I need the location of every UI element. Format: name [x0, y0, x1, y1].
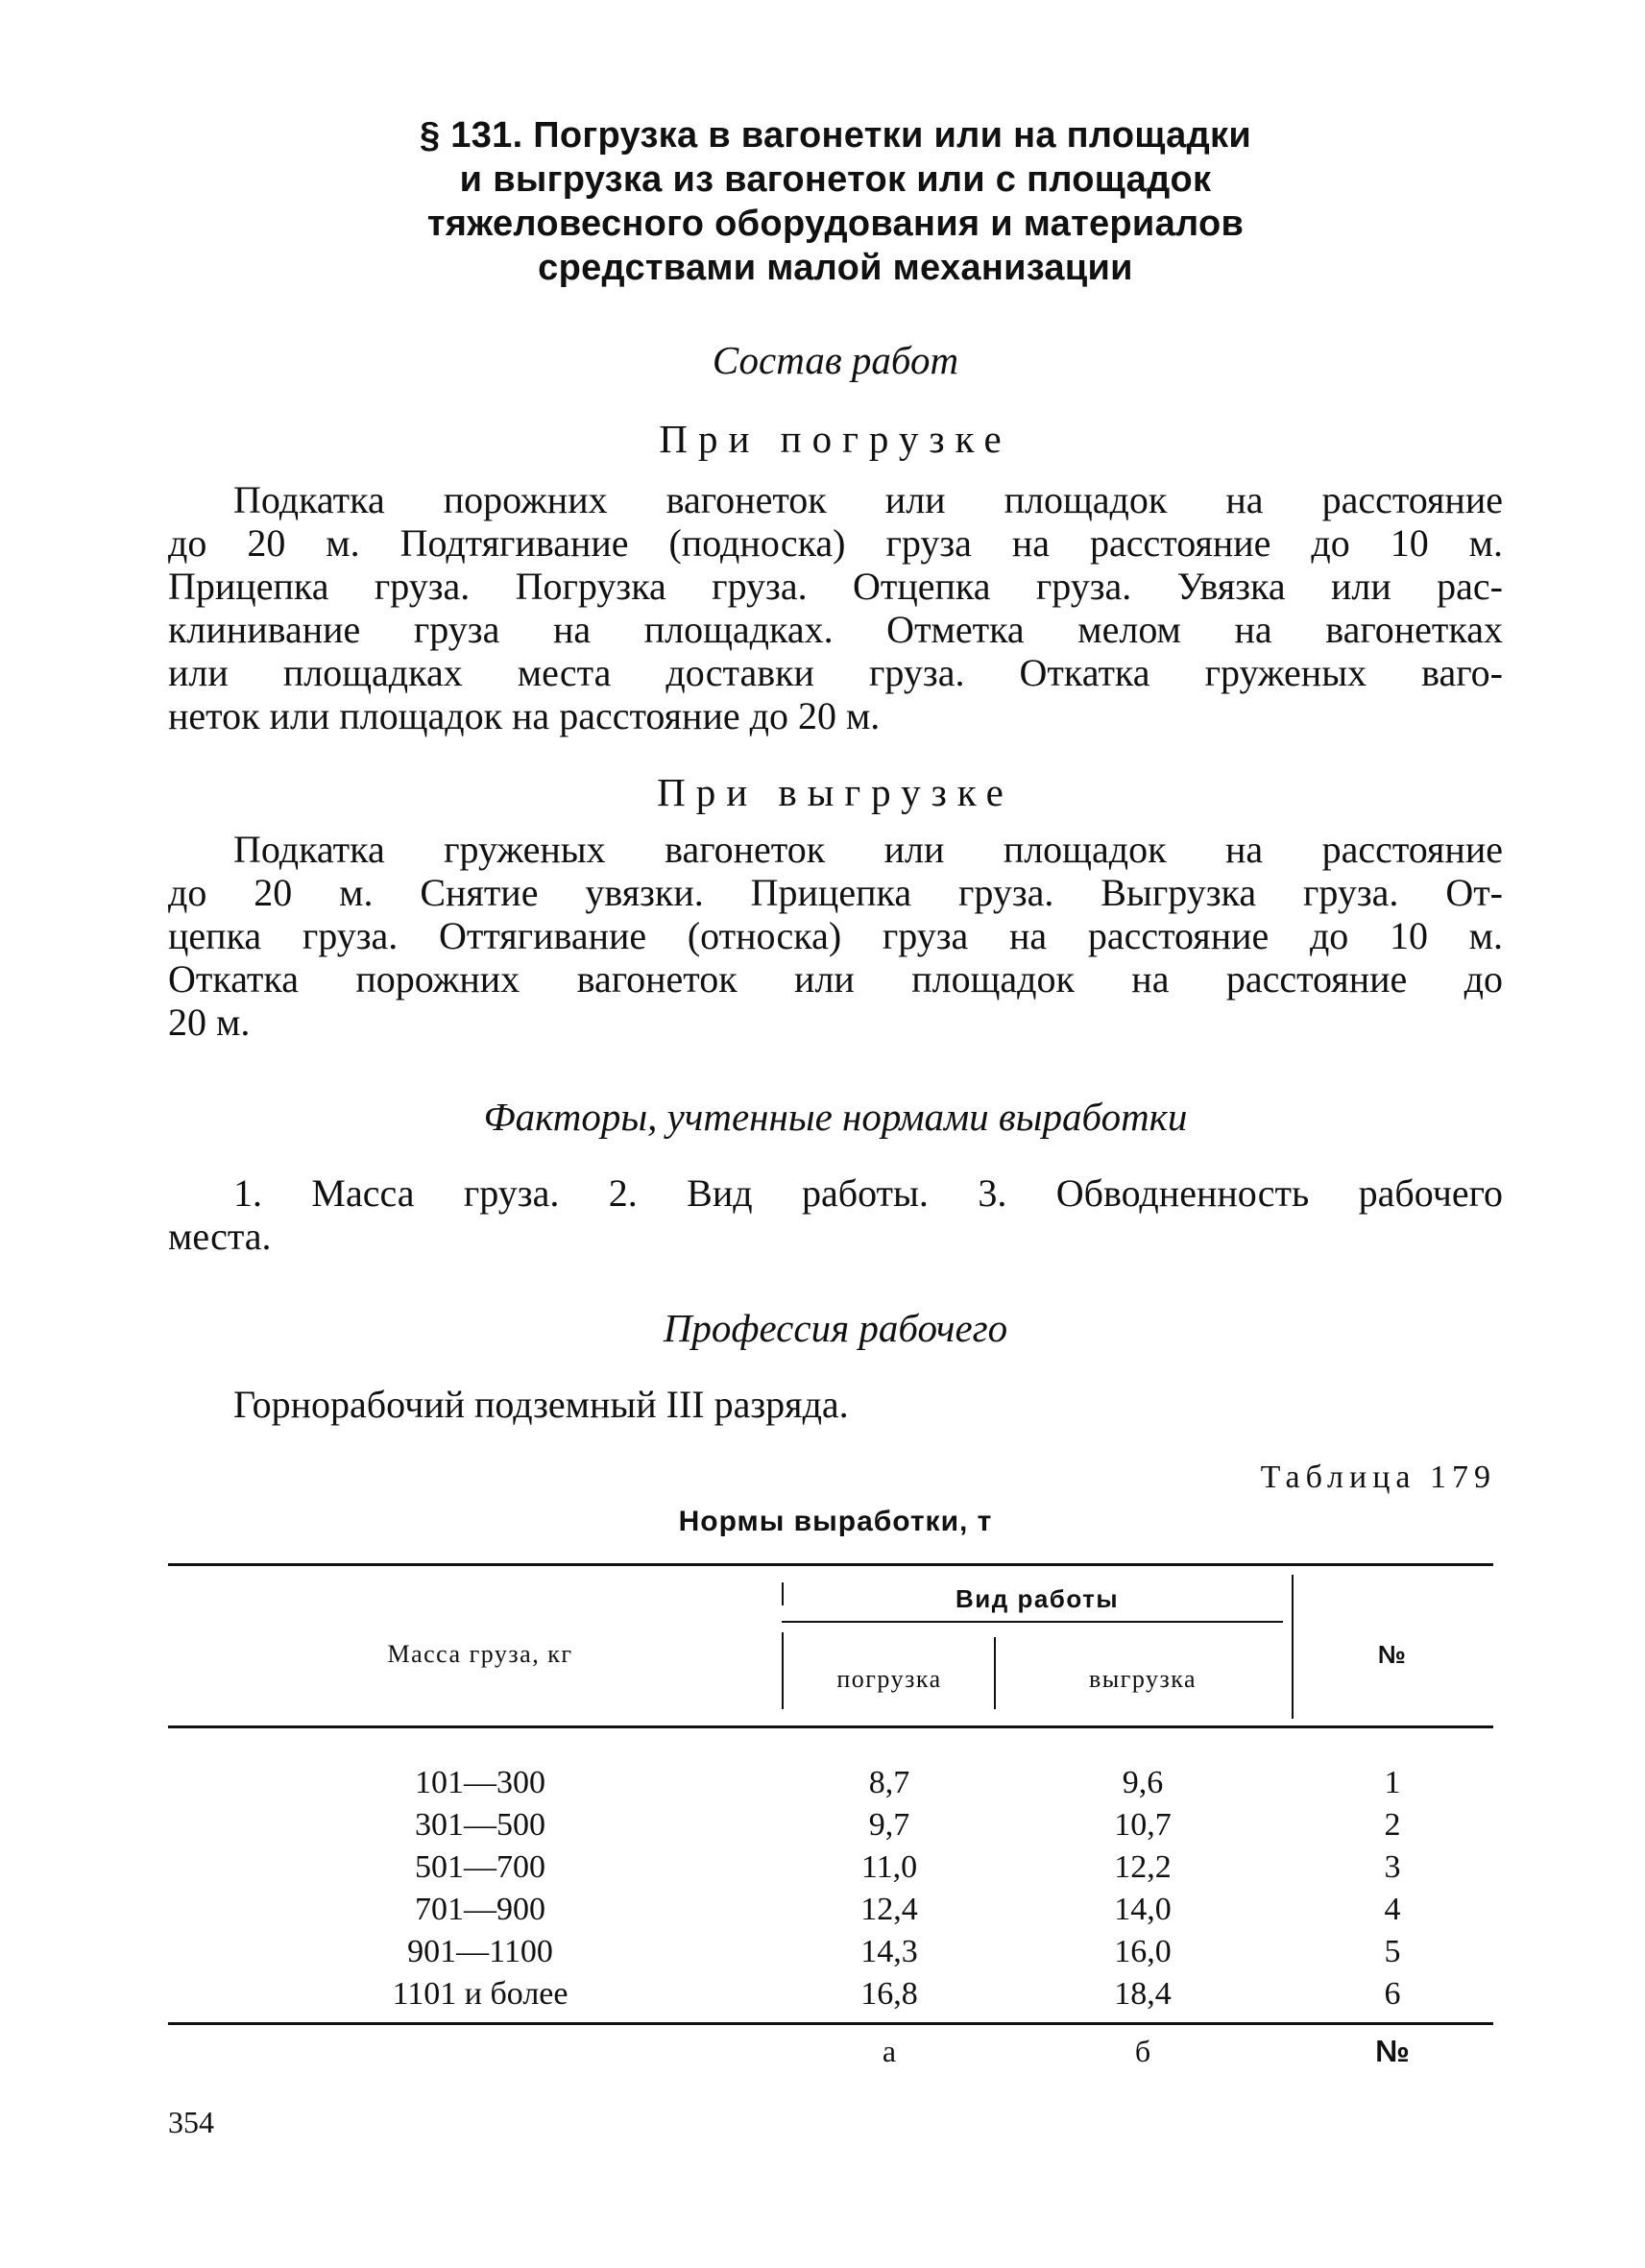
paragraph-line: или площадках места доставки груза. Откатка груженых ваго- [168, 651, 1503, 694]
work-type-subrule [782, 1621, 1283, 1623]
cell-unloading: 10,7 [1114, 1807, 1172, 1843]
cell-number: 6 [1384, 1976, 1401, 2012]
header-divider [994, 1637, 996, 1709]
page-number: 354 [168, 2105, 214, 2139]
cell-mass: 501—700 [415, 1849, 545, 1885]
section-title-line: и выгрузка из вагонеток или с площадок [459, 159, 1212, 200]
cell-loading: 9,7 [868, 1807, 910, 1843]
paragraph-line: Откатка порожних вагонеток или площадок на расстояние до [168, 957, 1503, 1001]
paragraph-line: Прицепка груза. Погрузка груза. Отцепка груза. Увязка или рас- [168, 565, 1503, 608]
cell-mass: 901—1100 [407, 1934, 553, 1969]
paragraph-line: до 20 м. Подтягивание (подноска) груза на расстояние до 10 м. [168, 521, 1503, 565]
cell-number: 1 [1384, 1765, 1401, 1800]
paragraph-line: цепка груза. Оттягивание (относка) груза на расстояние до 10 м. [168, 914, 1503, 957]
table-caption: Нормы выработки, т [678, 1506, 993, 1537]
footer-column-a: а [882, 2034, 897, 2068]
header-divider [782, 1582, 784, 1605]
cell-loading: 12,4 [860, 1892, 918, 1927]
header-divider [1292, 1575, 1294, 1719]
header-number: № [1377, 1640, 1408, 1669]
loading-heading: При погрузке [659, 417, 1012, 461]
cell-loading: 11,0 [860, 1849, 918, 1885]
paragraph-line: Подкатка порожних вагонеток или площадок на расстояние [233, 478, 1503, 521]
header-work-type: Вид работы [955, 1584, 1120, 1613]
cell-mass: 101—300 [415, 1765, 545, 1800]
table-header-rule [168, 1725, 1493, 1728]
table-top-rule [168, 1563, 1493, 1566]
header-unloading: выгрузка [1088, 1665, 1197, 1693]
table-number-label: Таблица 179 [1260, 1460, 1496, 1495]
header-loading: погрузка [836, 1665, 942, 1693]
cell-unloading: 9,6 [1122, 1765, 1164, 1800]
profession-text: Горнорабочий подземный III разряда. [233, 1383, 849, 1426]
unloading-paragraph [168, 828, 1503, 1044]
factors-heading: Факторы, учтенные нормами выработки [483, 1095, 1188, 1139]
footer-column-b: б [1134, 2034, 1151, 2068]
section-title-line: тяжеловесного оборудования и материалов [426, 204, 1245, 244]
cell-unloading: 12,2 [1114, 1849, 1172, 1885]
paragraph-line: клинивание груза на площадках. Отметка мелом на вагонетках [168, 608, 1503, 651]
section-title-line: средствами малой механизации [538, 248, 1133, 288]
paragraph-line: Подкатка груженых вагонеток или площадок на расстояние [233, 828, 1503, 871]
cell-mass: 701—900 [415, 1892, 545, 1927]
cell-mass: 301—500 [415, 1807, 545, 1843]
cell-unloading: 16,0 [1114, 1934, 1172, 1969]
header-mass: Масса груза, кг [387, 1640, 573, 1668]
cell-loading: 8,7 [868, 1765, 910, 1800]
cell-number: 2 [1384, 1807, 1401, 1843]
composition-heading: Состав работ [712, 338, 959, 382]
section-title [288, 113, 1383, 290]
cell-unloading: 18,4 [1114, 1976, 1172, 2012]
header-divider [782, 1632, 784, 1709]
cell-mass: 1101 и более [392, 1976, 568, 2012]
section-title-line: § 131. Погрузка в вагонетки или на площадки [419, 115, 1251, 156]
paragraph-line: 20 м. [168, 1001, 251, 1044]
cell-number: 5 [1384, 1934, 1401, 1969]
paragraph-line: 1. Масса груза. 2. Вид работы. 3. Обводненность рабочего [233, 1171, 1503, 1215]
cell-unloading: 14,0 [1114, 1892, 1172, 1927]
unloading-heading: При выгрузке [657, 770, 1014, 814]
factors-paragraph [168, 1171, 1503, 1258]
cell-loading: 16,8 [860, 1976, 918, 2012]
cell-loading: 14,3 [860, 1934, 918, 1969]
paragraph-line: места. [168, 1215, 272, 1258]
paragraph-line: неток или площадок на расстояние до 20 м. [168, 694, 881, 737]
paragraph-line: до 20 м. Снятие увязки. Прицепка груза. Выгрузка груза. От- [168, 871, 1503, 914]
footer-column-number: № [1375, 2034, 1410, 2068]
cell-number: 4 [1384, 1892, 1401, 1927]
cell-number: 3 [1384, 1849, 1401, 1885]
loading-paragraph [168, 478, 1503, 737]
table-bottom-rule [168, 2022, 1493, 2025]
profession-heading: Профессия рабочего [663, 1306, 1008, 1350]
